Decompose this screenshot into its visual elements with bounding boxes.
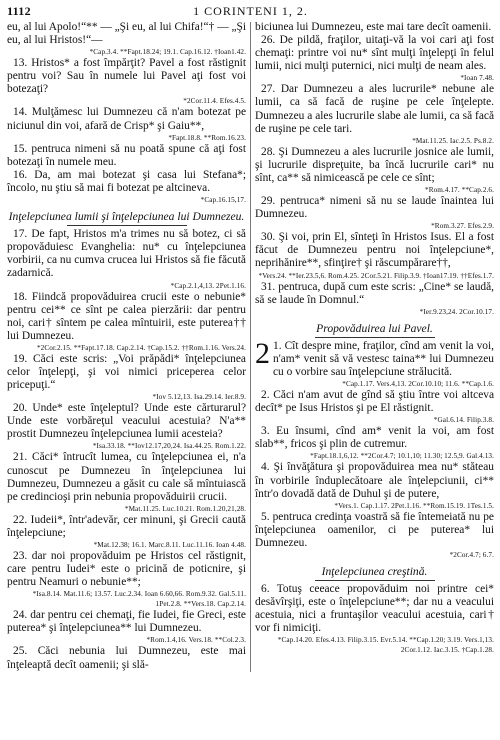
cross-reference: *Rom.1.4,16. Vers.18. **Col.2.3. — [146, 636, 246, 645]
verse-text: 21. Căci* întrucît lumea, cu înţelepciunea ei, n'a cunoscut pe Dumnezeu în înţelepciunea lui Dumnezeu, Dumnezeu a găsit cu cale să mîntuiască pe credincioşi prin nebunia propovăduirii crucii. — [7, 451, 246, 503]
cross-reference: *Cap.16.15,17. — [200, 196, 246, 205]
cross-reference: *Cap.2.1,4,13. 2Pet.1.16. — [170, 281, 246, 290]
verse-text: 22. Iudeii*, într'adevăr, cer minuni, şi Grecii caută înţelepciune; — [7, 513, 246, 539]
cross-reference: *Vers.1. Cap.1.17. 2Pet.1.16. **Rom.15.19. 1Tes.1.5. — [334, 501, 494, 510]
running-title: 1 CORINTENI 1, 2. — [193, 4, 308, 18]
cross-reference: *Rom.3.27. Efes.2.9. — [431, 222, 494, 231]
verse-text: 2. Căci n'am avut de gînd să ştiu între voi altceva decît* pe Isus Hristos şi pe El răstignit. — [255, 389, 494, 415]
chapter-opening — [273, 340, 494, 389]
section-heading-text: Inţelepciunea creştină. — [321, 565, 428, 578]
verse — [255, 461, 494, 510]
page-number: 1112 — [7, 4, 31, 18]
verse-text: 1. Cît despre mine, fraţilor, cînd am venit la voi, n'am* venit să vă vestesc taina** lui Dumnezeu cu o vorbire sau înţelepciune strălucită. — [273, 339, 494, 378]
left-column — [7, 21, 246, 672]
verse-text: 31. pentruca, după cum este scris: „Cine* se laudă, să se laude în Domnul.“ — [255, 280, 494, 306]
cross-reference: *Mat.11.25. Iac.2.5. Ps.8.2. — [412, 136, 494, 145]
heading-rule — [67, 225, 187, 226]
cross-reference: *2Cor.2.15. **Fapt.17.18. Cap.2.14. †Cap.15.2. ††Rom.1.16. Vers.24. — [36, 343, 246, 352]
cross-reference: *Ier.9.23,24. 2Cor.10.17. — [419, 307, 494, 316]
verse — [7, 609, 246, 645]
verse — [7, 402, 246, 451]
verse-text: 5. pentruca credinţa voastră să fie întemeiată nu pe înţelepciunea oamenilor, ci pe puterea* lui Dumnezeu. — [255, 510, 494, 549]
continued-text — [7, 21, 246, 57]
verse-text: 4. Şi învăţătura şi propovăduirea mea nu* stăteau în vorbirile înduplecătoare ale înţelepciunii, ci** într'o dovadă dată de Duhul şi de putere, — [255, 461, 494, 500]
verse-text: 16. Da, am mai botezat şi casa lui Stefana*; încolo, nu ştiu să mai fi botezat pe altcineva. — [7, 168, 246, 194]
verse-text: 17. De fapt, Hristos m'a trimes nu să botez, ci să propovăduiesc Evanghelia: nu* cu înţelepciunea vorbirii, ca nu cumva crucea lui Hristos să fie făcută zadarnică. — [7, 228, 246, 280]
cross-reference: *Ioan 7.48. — [460, 74, 494, 83]
cross-reference: *Fapt.18.1,6,12. **2Cor.4.7; 10.1,10; 11.30; 12.5,9. Gal.4.13. — [310, 452, 494, 461]
verse — [7, 169, 246, 205]
cross-reference: *Cap.14.20. Efes.4.13. Filip.3.15. Evr.5.14. **Cap.1.20; 3.19. Vers.1,13. 2Cor.1.12. Iac.3.15. †Cap.1.28. — [277, 636, 494, 655]
cross-reference: *2Cor.11.4. Efes.4.5. — [183, 97, 246, 106]
verse — [7, 353, 246, 402]
verse — [255, 231, 494, 280]
verse-text: biciunea lui Dumnezeu, este mai tare decît oamenii. — [255, 21, 492, 33]
verse — [7, 228, 246, 290]
section-heading — [7, 210, 246, 226]
verse-text: 23. dar noi propovăduim pe Hristos cel răstignit, care pentru Iudei* este o pricină de poticnire, şi pentru Neamuri o nebunie**; — [7, 550, 246, 589]
verse-text: 18. Fiindcă propovăduirea crucii este o nebunie* pentru cei** ce sînt pe calea pierzării: dar pentru noi, cari† sîntem pe calea mîntuirii, este puterea†† lui Dumnezeu. — [7, 290, 246, 342]
verse-text: eu, al lui Apolo!“** — „Şi eu, al lui Chifa!“† — „Şi eu, al lui Hristos!“— — [7, 21, 246, 47]
verse-text: 24. dar pentru cei chemaţi, fie Iudei, fie Greci, este puterea* şi înţelepciunea** lui Dumnezeu. — [7, 609, 246, 635]
verse-text: 25. Căci nebunia lui Dumnezeu, este mai înţeleaptă decît oamenii; şi slă- — [7, 645, 246, 671]
verse — [255, 389, 494, 425]
verse — [255, 281, 494, 317]
verse-text: 15. pentruca nimeni să nu poată spune că aţi fost botezaţi în numele meu. — [7, 142, 246, 168]
verse — [7, 106, 246, 142]
verse — [255, 83, 494, 145]
verse — [255, 583, 494, 655]
section-heading — [255, 322, 494, 338]
cross-reference: *Isa.8.14. Mat.11.6; 13.57. Luc.2.34. Ioan 6.60,66. Rom.9.32. Gal.5.11. 1Pet.2.8. **Vers.18. Cap.2.14. — [32, 590, 246, 609]
verse — [255, 511, 494, 560]
verse — [7, 451, 246, 513]
column-divider — [250, 22, 251, 672]
verse — [7, 645, 246, 671]
page-header — [7, 3, 494, 21]
verse-text: 20. Unde* este înţeleptul? Unde este cărturarul? Unde este vorbăreţul veacului acestuia? N'a** prostit Dumnezeu înţelepciunea lumii acesteia? — [7, 402, 246, 441]
cross-reference: *Fapt.18.8. **Rom.16.23. — [168, 133, 246, 142]
verse-text: 3. Eu însumi, cînd am* venit la voi, am fost slab**, fricos şi plin de cutremur. — [255, 425, 494, 451]
verse — [255, 34, 494, 83]
cross-reference: *Cap.1.17. Vers.4,13. 2Cor.10.10; 11.6. **Cap.1.6. — [342, 380, 494, 389]
cross-reference: *Vers.24. **Ier.23.5,6. Rom.4.25. 2Cor.5.21. Filip.3.9. †Ioan17.19. ††Efes.1.7. — [258, 271, 494, 280]
cross-reference: *Gal.6.14. Filip.3.8. — [433, 416, 494, 425]
verse — [7, 57, 246, 106]
verse-text: 26. De pildă, fraţilor, uitaţi-vă la voi cari aţi fost chemaţi: printre voi nu* sînt mulţi înţelepţi în felul lumii, nici mulţi puternici, nici mulţi de neam ales. — [255, 34, 494, 73]
section-heading — [255, 565, 494, 581]
verse — [7, 291, 246, 353]
verse-text: 6. Totuş ceeace propovăduim noi printre cei* desăvîrşiţi, este o înţelepciune**; dar nu a veacului acestuia, nici a fruntaşilor veacului acestuia, cari† vor fi nimiciţi. — [255, 583, 494, 635]
section-heading-text: Inţelepciunea lumii şi înţelepciunea lui Dumnezeu. — [8, 210, 245, 224]
verse-text: 28. Şi Dumnezeu a ales lucrurile josnice ale lumii, şi lucrurile dispreţuite, ba încă lucrurile cari* nu sînt, ca** să nimicească pe cele ce sînt; — [255, 145, 494, 184]
verse — [7, 550, 246, 609]
chapter-start — [255, 336, 494, 389]
verse — [255, 195, 494, 231]
right-column — [255, 21, 494, 672]
cross-reference: *Rom.4.17. **Cap.2.6. — [425, 186, 494, 195]
verse-text: 30. Şi voi, prin El, sînteţi în Hristos Isus. El a fost făcut de Dumnezeu pentru noi înţelepciune*, neprihănire**, sfinţire† şi răscumpărare††, — [255, 231, 494, 270]
section-heading-text: Propovăduirea lui Pavel. — [316, 321, 433, 335]
chapter-number: 2 — [255, 336, 270, 370]
two-column-text — [7, 21, 494, 672]
verse — [255, 425, 494, 461]
cross-reference: *Mat.12.38; 16.1. Marc.8.11. Luc.11.16. Ioan 4.48. — [93, 541, 246, 549]
verse-text: 13. Hristos* a fost împărţit? Pavel a fost răstignit pentru voi? Sau în numele lui Pavel aţi fost voi botezaţi? — [7, 57, 246, 96]
verse — [7, 514, 246, 550]
cross-reference: *Isa.33.18. **Iov12.17,20,24. Isa.44.25. Rom.1.22. — [92, 442, 246, 451]
cross-reference: *Cap.3.4. **Fapt.18.24; 19.1. Cap.16.12. †Ioan1.42. — [89, 48, 246, 57]
verse-text: 19. Căci este scris: „Voi prăpădi* înţelepciunea celor înţelepţi, şi voi nimici priceperea celor pricepuţi.“ — [7, 352, 246, 392]
continued-text — [255, 21, 494, 34]
heading-rule — [315, 337, 435, 338]
heading-rule — [315, 580, 435, 581]
verse-text: 27. Dar Dumnezeu a ales lucrurile* nebune ale lumii, ca să facă de ruşine pe cele înţelepte. Dumnezeu a ales lucrurile slabe ale lumii, ca să facă de ruşine pe cele tari. — [255, 83, 494, 135]
verse-text: 29. pentruca* nimeni să nu se laude înaintea lui Dumnezeu. — [255, 195, 494, 221]
verse — [7, 143, 246, 169]
verse — [255, 146, 494, 195]
cross-reference: *2Cor.4.7; 6.7. — [449, 551, 494, 559]
verse-text: 14. Mulţămesc lui Dumnezeu că n'am botezat pe niciunul din voi, afară de Crisp* şi Gaiu**, — [7, 106, 246, 132]
cross-reference: *Iov 5.12,13. Isa.29.14. Ier.8.9. — [152, 393, 246, 402]
cross-reference: *Mat.11.25. Luc.10.21. Rom.1.20,21,28. — [124, 504, 246, 513]
